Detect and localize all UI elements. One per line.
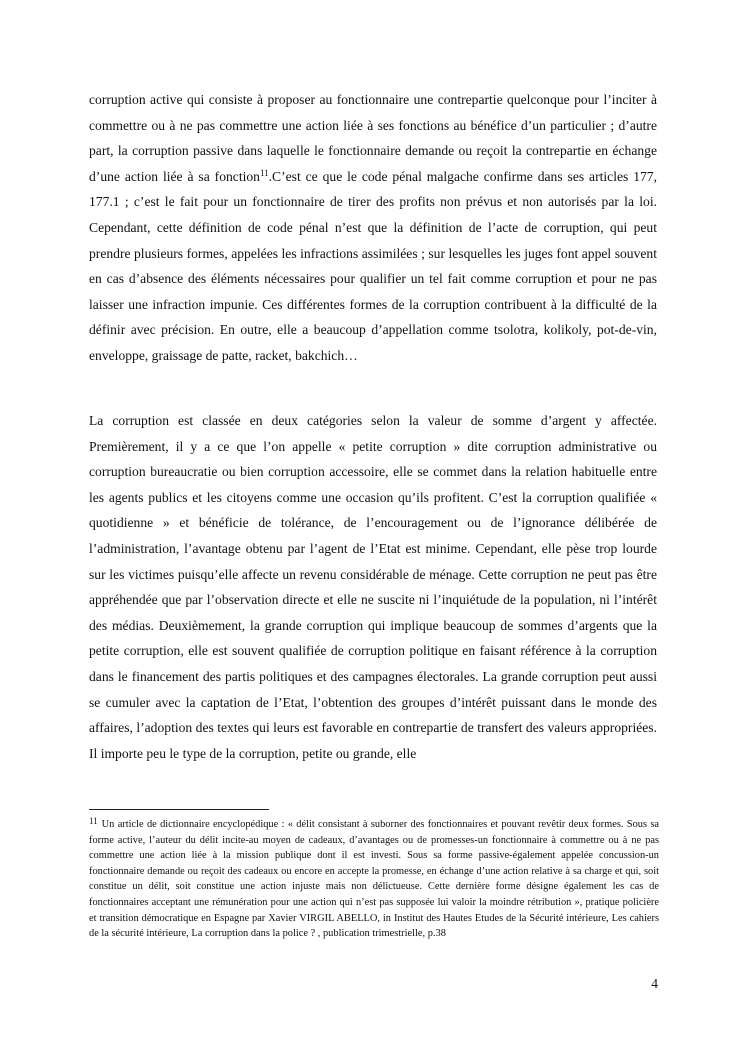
footnote-number: 11 (89, 816, 98, 826)
footnote-text: Un article de dictionnaire encyclopédique : « délit consistant à suborner des fonctionnaires et pouvant revêtir deux formes. Sous sa forme active, l’auteur du délit incite-au moyen de cadeaux, d’avantages ou de promesses-un fonctionnaire à commettre ou à ne pas commettre une action liée à la mission publique dont il est investi. Sous sa forme passive-également appelée concussion-un fonctionnaire demande ou reçoit des cadeaux ou encore en accepte la promesse, en échange d’une action relative à sa charge et qui, soit constitue un délit, soit constitue une action injuste mais non délictueuse. Cette dernière forme désigne également les cas de fonctionnaires acceptant une rémunération pour une action qui n’est pas supposée lui valoir la moindre rétribution », pratique policière et transition démocratique en Espagne par Xavier VIRGIL ABELLO, in Institut des Hautes Etudes de la Sécurité intérieure, Les cahiers de la sécurité intérieure, La corruption dans la police ? , publication trimestrielle, p.38 (89, 819, 659, 940)
footnote-11 (89, 817, 659, 942)
paragraph-1-text-end: .C’est ce que le code pénal malgache confirme dans ses articles 177, 177.1 ; c’est le fait pour un fonctionnaire de tirer des profits non prévus et non autorisés par la loi. Cependant, cette définition de code pénal n’est que la définition de l’acte de corruption, qui peut prendre plusieurs formes, appelées les infractions assimilées ; sur lesquelles les juges font appel souvent en cas d’absence des éléments nécessaires pour qualifier un tel fait comme corruption et pour ne pas laisser une infraction impunie. Ces différentes formes de la corruption contribuent à la difficulté de la définir avec précision. En outre, elle a beaucoup d’appellation comme tsolotra, kolikoly, pot-de-vin, enveloppe, graissage de patte, racket, bakchich… (89, 168, 657, 363)
body-paragraph-2: La corruption est classée en deux catégories selon la valeur de somme d’argent y affectée. Premièrement, il y a ce que l’on appelle « petite corruption » dite corruption administrative ou corruption bureaucratie ou bien corruption accessoire, elle se commet dans la relation habituelle entre les agents publics et les citoyens comme une occasion qu’ils profitent. C’est la corruption qualifiée « quotidienne » et bénéficie de tolérance, de l’encouragement ou de l’ignorance délibérée de l’administration, l’avantage obtenu par l’agent de l’Etat est minime. Cependant, elle pèse trop lourde sur les victimes puisqu’elle affecte un revenu considérable de ménage. Cette corruption ne peut pas être appréhendée que par l’observation directe et elle ne suscite ni l’inquiétude de la population, ni l’intérêt des médias. Deuxièmement, la grande corruption qui implique beaucoup de sommes d’argents que la petite corruption, elle est souvent qualifiée de corruption politique en faisant référence à la corruption dans le financement des partis politiques et des campagnes électorales. La grande corruption peut aussi se cumuler avec la captation de l’Etat, l’obtention des groupes d’intérêt puissant dans le monde des affaires, l’adoption des textes qui leurs est favorable en contrepartie de transfert des valeurs appropriées. Il importe peu le type de la corruption, petite ou grande, elle (89, 413, 657, 761)
footnote-separator (89, 809, 269, 810)
paragraph-1-text-start: corruption active qui consiste à proposer au fonctionnaire une contrepartie quelconque pour l’inciter à commettre ou à ne pas commettre une action liée à ses fonctions au bénéfice d’un particulier ; d’autre part, la corruption passive dans laquelle le fonctionnaire demande ou reçoit la contrepartie en échange d’une action liée à sa fonction (89, 92, 657, 184)
body-paragraph-1 (89, 87, 657, 369)
footnote-reference-11[interactable]: 11 (259, 167, 269, 178)
page-number: 4 (651, 976, 658, 991)
